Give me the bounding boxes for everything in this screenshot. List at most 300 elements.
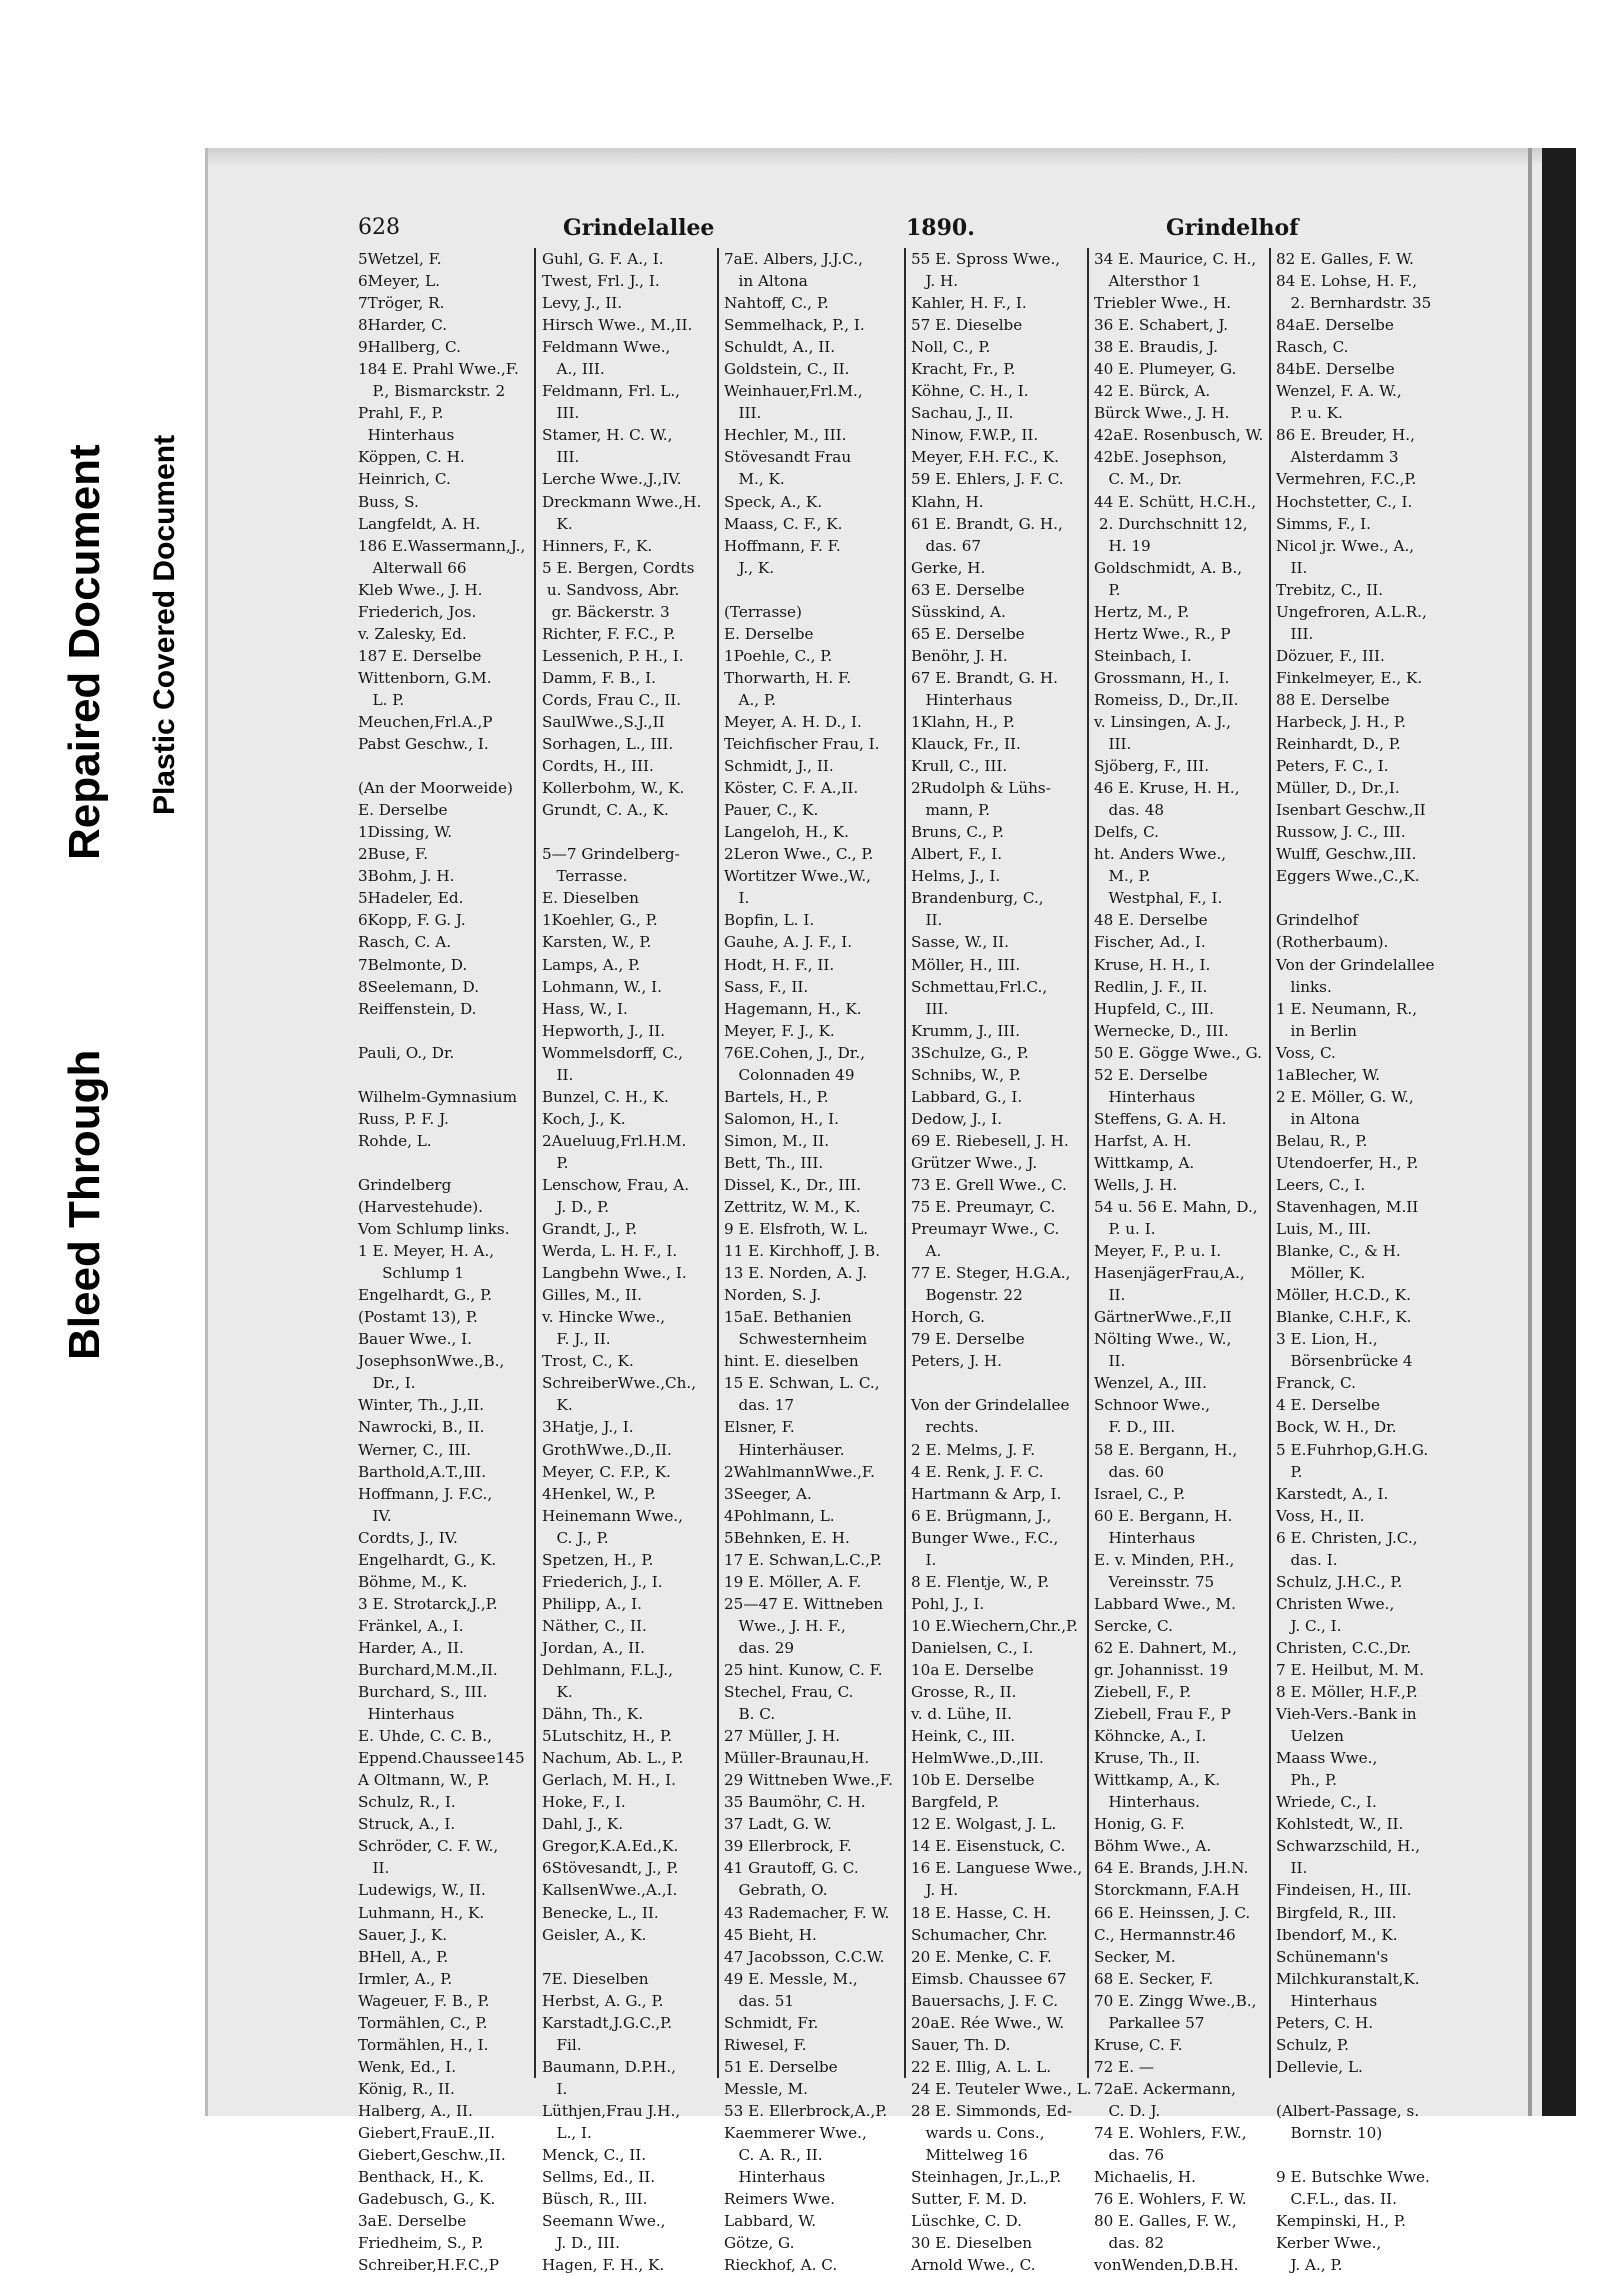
directory-entry: Schumacher, Chr.: [911, 1925, 1048, 1944]
directory-entry: E. Uhde, C. C. B.,: [358, 1727, 492, 1746]
directory-entry: 15aE. Bethanien: [724, 1308, 852, 1327]
directory-entry: Trost, C., K.: [542, 1352, 634, 1371]
directory-entry: Winter, Th., J.,II.: [358, 1396, 485, 1415]
directory-entry: Süsskind, A.: [911, 602, 1006, 621]
directory-entry: Hagen, F. H., K.: [542, 2256, 665, 2275]
directory-entry: M., P.: [1094, 867, 1151, 886]
directory-entry: Hinterhaus.: [1094, 1793, 1200, 1812]
directory-entry: Brandenburg, C.,: [911, 889, 1044, 908]
directory-entry: Köhncke, A., I.: [1094, 1727, 1207, 1746]
directory-entry: gr. Bäckerstr. 3: [542, 602, 670, 621]
directory-entry: Werda, L. H. F., I.: [542, 1242, 678, 1261]
directory-entry: E. v. Minden, P.H.,: [1094, 1550, 1235, 1569]
directory-entry: Langbehn Wwe., I.: [542, 1264, 687, 1283]
directory-entry: Norden, S. J.: [724, 1286, 822, 1305]
directory-entry: P.: [1276, 1462, 1303, 1481]
directory-entry: Lamps, A., P.: [542, 955, 641, 974]
directory-entry: 72 E. —: [1094, 2057, 1155, 2076]
directory-entry: Hinterhaus: [1276, 1991, 1378, 2010]
directory-entry: 1 E. Neumann, R.,: [1276, 999, 1418, 1018]
directory-entry: 84aE. Derselbe: [1276, 316, 1394, 335]
directory-entry: 1Dissing, W.: [358, 823, 453, 842]
directory-entry: Levy, J., II.: [542, 294, 623, 313]
directory-entry: Richter, F. F.C., P.: [542, 624, 676, 643]
directory-column-3: [724, 248, 899, 2275]
directory-entry: das. I.: [1276, 1550, 1338, 1569]
directory-entry: Dedow, J., I.: [911, 1109, 1003, 1128]
directory-entry: 8Harder, C.: [358, 316, 448, 335]
directory-entry: 73 E. Grell Wwe., C.: [911, 1175, 1067, 1194]
directory-entry: Semmelhack, P., I.: [724, 316, 865, 335]
directory-entry: Näther, C., II.: [542, 1616, 647, 1635]
directory-entry: Hinterhäuser.: [724, 1440, 845, 1459]
directory-entry: II.: [1276, 558, 1308, 577]
directory-entry: (Terrasse): [724, 602, 802, 621]
directory-entry: Grundt, C. A., K.: [542, 801, 669, 820]
directory-entry: Schuldt, A., II.: [724, 338, 836, 357]
directory-entry: Engelhardt, G., K.: [358, 1550, 497, 1569]
directory-entry: Speck, A., K.: [724, 492, 823, 511]
directory-entry: vonWenden,D.B.H.: [1094, 2256, 1239, 2275]
directory-entry: Dissel, K., Dr., III.: [724, 1175, 862, 1194]
directory-entry: 84bE. Derselbe: [1276, 360, 1395, 379]
directory-entry: [724, 579, 899, 601]
directory-entry: Lessenich, P. H., I.: [542, 646, 684, 665]
directory-entry: Altersthor 1: [1094, 272, 1202, 291]
directory-entry: Langfeldt, A. H.: [358, 514, 481, 533]
directory-entry: GärtnerWwe.,F.,II: [1094, 1308, 1232, 1327]
directory-entry: Rieckhof, A. C.: [724, 2256, 838, 2275]
directory-entry: in Berlin: [1276, 1021, 1357, 1040]
directory-entry: Luhmann, H., K.: [358, 1903, 485, 1922]
directory-entry: Isenbart Geschw.,II: [1276, 801, 1426, 820]
header-year: 1890.: [906, 215, 975, 241]
directory-column-5: [1094, 248, 1269, 2275]
directory-entry: Eppend.Chaussee145: [358, 1749, 525, 1768]
directory-entry: rechts.: [911, 1418, 979, 1437]
directory-entry: II.: [1276, 1859, 1308, 1878]
directory-entry: Nölting Wwe., W.,: [1094, 1330, 1232, 1349]
directory-entry: Terrasse.: [542, 867, 628, 886]
directory-entry: Heink, C., III.: [911, 1727, 1016, 1746]
directory-entry: 42bE. Josephson,: [1094, 448, 1227, 467]
directory-entry: Ziebell, Frau F., P: [1094, 1705, 1231, 1724]
directory-entry: links.: [1276, 977, 1332, 996]
directory-entry: 5Lutschitz, H., P.: [542, 1727, 673, 1746]
directory-entry: Sjöberg, F., III.: [1094, 757, 1210, 776]
directory-entry: Götze, G.: [724, 2234, 795, 2253]
directory-entry: Baumann, D.P.H.,: [542, 2057, 677, 2076]
directory-entry: Preumayr Wwe., C.: [911, 1220, 1060, 1239]
directory-entry: Schwarzschild, H.,: [1276, 1837, 1421, 1856]
directory-entry: II.: [1094, 1286, 1126, 1305]
directory-entry: H. 19: [1094, 536, 1151, 555]
directory-entry: 3 E. Lion, H.,: [1276, 1330, 1378, 1349]
directory-entry: Nahtoff, C., P.: [724, 294, 829, 313]
directory-entry: Büsch, R., III.: [542, 2190, 648, 2209]
directory-entry: Engelhardt, G., P.: [358, 1286, 493, 1305]
directory-entry: JosephsonWwe.,B.,: [358, 1352, 505, 1371]
directory-entry: 43 Rademacher, F. W.: [724, 1903, 890, 1922]
directory-entry: 77 E. Steger, H.G.A.,: [911, 1264, 1071, 1283]
directory-entry: Meuchen,Frl.A.,P: [358, 712, 493, 731]
directory-entry: Spetzen, H., P.: [542, 1550, 654, 1569]
directory-entry: II.: [542, 1065, 574, 1084]
directory-entry: Meyer, F. J., K.: [724, 1021, 835, 1040]
directory-entry: HasenjägerFrau,A.,: [1094, 1264, 1245, 1283]
directory-entry: III.: [1094, 735, 1132, 754]
directory-entry: Buss, S.: [358, 492, 419, 511]
directory-entry: Trebitz, C., II.: [1276, 580, 1384, 599]
directory-entry: 8 E. Flentje, W., P.: [911, 1572, 1050, 1591]
directory-entry: Sachau, J., II.: [911, 404, 1014, 423]
directory-entry: ht. Anders Wwe.,: [1094, 845, 1227, 864]
directory-entry: 84 E. Lohse, H. F.,: [1276, 272, 1418, 291]
directory-entry: Wulff, Geschw.,III.: [1276, 845, 1417, 864]
directory-entry: Labbard, W.: [724, 2212, 817, 2231]
side-label-bleed-through: Bleed Through: [60, 1049, 109, 1360]
directory-entry: Möller, H.C.D., K.: [1276, 1286, 1411, 1305]
directory-entry: Giebert,FrauE.,II.: [358, 2123, 496, 2142]
directory-entry: 7Tröger, R.: [358, 294, 445, 313]
directory-entry: Schnoor Wwe.,: [1094, 1396, 1211, 1415]
directory-entry: 4 E. Derselbe: [1276, 1396, 1381, 1415]
side-label-repaired-document: Repaired Document: [60, 444, 109, 860]
directory-entry: 64 E. Brands, J.H.N.: [1094, 1859, 1249, 1878]
directory-entry: Reiffenstein, D.: [358, 999, 477, 1018]
directory-entry: Köster, C. F. A.,II.: [724, 779, 859, 798]
directory-entry: C. A. R., II.: [724, 2146, 823, 2165]
directory-entry: E. Derselbe: [358, 801, 448, 820]
directory-entry: III.: [1276, 624, 1314, 643]
directory-entry: 5—7 Grindelberg-: [542, 845, 680, 864]
directory-entry: 60 E. Bergann, H.: [1094, 1506, 1233, 1525]
column-rule: [1087, 248, 1089, 2078]
directory-entry: 14 E. Eisenstuck, C.: [911, 1837, 1066, 1856]
directory-column-1: [358, 248, 528, 2275]
directory-entry: 42aE. Rosenbusch, W.: [1094, 426, 1264, 445]
directory-entry: Wernecke, D., III.: [1094, 1021, 1229, 1040]
directory-entry: Ziebell, F., P.: [1094, 1683, 1192, 1702]
directory-entry: 75 E. Preumayr, C.: [911, 1198, 1056, 1217]
directory-entry: Bett, Th., III.: [724, 1153, 824, 1172]
directory-entry: Stövesandt Frau: [724, 448, 852, 467]
directory-entry: Hoffmann, J. F.C.,: [358, 1484, 493, 1503]
directory-entry: II.: [1094, 1352, 1126, 1371]
directory-entry: Bock, W. H., Dr.: [1276, 1418, 1397, 1437]
directory-entry: Luis, M., III.: [1276, 1220, 1372, 1239]
directory-entry: Hoffmann, F. F.: [724, 536, 841, 555]
directory-entry: 9Hallberg, C.: [358, 338, 461, 357]
directory-entry: Grandt, J., P.: [542, 1220, 638, 1239]
directory-entry: 53 E. Ellerbrock,A.,P.: [724, 2101, 888, 2120]
directory-entry: 79 E. Derselbe: [911, 1330, 1025, 1349]
directory-entry: Twest, Frl. J., I.: [542, 272, 660, 291]
directory-entry: Labbard, G., I.: [911, 1087, 1023, 1106]
directory-entry: Guhl, G. F. A., I.: [542, 250, 664, 268]
directory-entry: 52 E. Derselbe: [1094, 1065, 1208, 1084]
directory-entry: 7aE. Albers, J.J.C.,: [724, 250, 863, 268]
directory-entry: P., Bismarckstr. 2: [358, 382, 506, 401]
directory-entry: 61 E. Brandt, G. H.,: [911, 514, 1063, 533]
directory-entry: Wortitzer Wwe.,W.,: [724, 867, 871, 886]
directory-entry: Hinners, F., K.: [542, 536, 653, 555]
directory-entry: Hoke, F., I.: [542, 1793, 626, 1812]
directory-entry: Schmidt, Fr.: [724, 2013, 819, 2032]
directory-entry: Hertz, M., P.: [1094, 602, 1190, 621]
directory-entry: A Oltmann, W., P.: [358, 1771, 490, 1790]
directory-entry: Bargfeld, P.: [911, 1793, 1000, 1812]
directory-entry: 76E.Cohen, J., Dr.,: [724, 1043, 866, 1062]
directory-entry: Parkallee 57: [1094, 2013, 1205, 2032]
directory-entry: 5 E. Bergen, Cordts: [542, 558, 695, 577]
directory-entry: Delfs, C.: [1094, 823, 1159, 842]
directory-entry: Müller, D., Dr.,I.: [1276, 779, 1400, 798]
directory-entry: Gauhe, A. J. F., I.: [724, 933, 853, 952]
directory-entry: II.: [358, 1859, 390, 1878]
directory-entry: Mittelweg 16: [911, 2146, 1028, 2165]
directory-entry: 184 E. Prahl Wwe.,F.: [358, 360, 519, 379]
directory-entry: Kruse, C. F.: [1094, 2035, 1183, 2054]
directory-entry: Hertz Wwe., R., P: [1094, 624, 1231, 643]
directory-column-2: [542, 248, 714, 2275]
directory-entry: 4Pohlmann, L.: [724, 1506, 835, 1525]
directory-entry: Kracht, Fr., P.: [911, 360, 1016, 379]
directory-entry: 86 E. Breuder, H.,: [1276, 426, 1415, 445]
running-head: [358, 215, 1523, 245]
directory-entry: Vom Schlump links.: [358, 1220, 510, 1239]
directory-entry: Benthack, H., K.: [358, 2168, 485, 2187]
directory-entry: 13 E. Norden, A. J.: [724, 1264, 868, 1283]
directory-entry: Philipp, A., I.: [542, 1594, 642, 1613]
directory-entry: Bauersachs, J. F. C.: [911, 1991, 1059, 2010]
directory-entry: Ludewigs, W., II.: [358, 1881, 486, 1900]
directory-entry: C. J., P.: [542, 1528, 609, 1547]
directory-entry: Grindelhof: [1276, 911, 1359, 930]
directory-entry: Schulz, R., I.: [358, 1793, 456, 1812]
directory-entry: Vereinsstr. 75: [1094, 1572, 1215, 1591]
directory-entry: Christen Wwe.,: [1276, 1594, 1395, 1613]
directory-entry: Peters, F. C., I.: [1276, 757, 1389, 776]
directory-entry: Steinhagen, Jr.,L.,P.: [911, 2168, 1062, 2187]
directory-entry: v. Zalesky, Ed.: [358, 624, 467, 643]
directory-entry: Hinterhaus: [724, 2168, 826, 2187]
directory-entry: 50 E. Gögge Wwe., G.: [1094, 1043, 1262, 1062]
directory-entry: M., K.: [724, 470, 785, 489]
directory-entry: 12 E. Wolgast, J. L.: [911, 1815, 1057, 1834]
directory-entry: Romeiss, D., Dr.,II.: [1094, 690, 1239, 709]
directory-entry: Wells, J. H.: [1094, 1175, 1178, 1194]
column-rule: [1269, 248, 1271, 2078]
directory-entry: Burchard,M.M.,II.: [358, 1661, 498, 1679]
directory-entry: Dr., I.: [358, 1374, 416, 1393]
directory-entry: Friederich, Jos.: [358, 602, 477, 621]
directory-entry: Goldstein, C., II.: [724, 360, 850, 379]
directory-entry: Elsner, F.: [724, 1418, 795, 1437]
directory-entry: Birgfeld, R., III.: [1276, 1903, 1397, 1922]
directory-entry: 3Schulze, G., P.: [911, 1043, 1029, 1062]
directory-entry: 25—47 E. Wittneben: [724, 1594, 884, 1613]
directory-column-6: [1276, 248, 1456, 2275]
directory-entry: A.: [911, 1242, 942, 1261]
directory-entry: 15 E. Schwan, L. C.,: [724, 1374, 880, 1393]
directory-entry: 8 E. Möller, H.F.,P.: [1276, 1683, 1418, 1702]
directory-entry: 2Buse, F.: [358, 845, 429, 864]
directory-entry: Giebert,Geschw.,II.: [358, 2146, 506, 2165]
directory-entry: Salomon, H., I.: [724, 1109, 839, 1128]
directory-entry: I.: [911, 1550, 937, 1569]
directory-entry: J. D., III.: [542, 2234, 620, 2253]
directory-entry: Irmler, A., P.: [358, 1969, 453, 1988]
directory-entry: I.: [724, 889, 750, 908]
directory-entry: 55 E. Spross Wwe.,: [911, 250, 1061, 268]
directory-entry: Kempinski, H., P.: [1276, 2212, 1406, 2231]
directory-entry: Tormählen, H., I.: [358, 2035, 489, 2054]
directory-entry: 9 E. Elsfroth, W. L.: [724, 1220, 869, 1239]
directory-entry: Lüthjen,Frau J.H.,: [542, 2101, 681, 2120]
directory-entry: Hinterhaus: [911, 690, 1013, 709]
directory-entry: Fränkel, A., I.: [358, 1616, 464, 1635]
directory-entry: Hinterhaus: [1094, 1087, 1196, 1106]
directory-entry: Russ, P. F. J.: [358, 1109, 449, 1128]
directory-entry: Gilles, M., II.: [542, 1286, 643, 1305]
directory-entry: 2 E. Melms, J. F.: [911, 1440, 1036, 1459]
directory-entry: Messle, M.: [724, 2079, 809, 2098]
directory-entry: [1276, 2144, 1456, 2166]
directory-entry: Peters, C. H.: [1276, 2013, 1374, 2032]
directory-entry: Findeisen, H., III.: [1276, 1881, 1412, 1900]
directory-entry: Maass, C. F., K.: [724, 514, 843, 533]
directory-entry: Struck, A., I.: [358, 1815, 456, 1834]
directory-entry: 3aE. Derselbe: [358, 2212, 467, 2231]
directory-entry: Schreiber,H.F.C.,P: [358, 2256, 499, 2275]
directory-entry: Gregor,K.A.Ed.,K.: [542, 1837, 679, 1856]
directory-entry: Schlump 1: [358, 1264, 465, 1283]
directory-entry: [542, 1946, 714, 1968]
directory-entry: 48 E. Derselbe: [1094, 911, 1208, 930]
directory-entry: Thorwarth, H. F.: [724, 668, 852, 687]
directory-entry: Schmettau,Frl.C.,: [911, 977, 1048, 996]
directory-entry: Eimsb. Chaussee 67: [911, 1969, 1067, 1988]
directory-entry: Schmidt, J., II.: [724, 757, 834, 776]
directory-entry: Voss, H., II.: [1276, 1506, 1365, 1525]
directory-entry: Russow, J. C., III.: [1276, 823, 1406, 842]
directory-entry: Köhne, C. H., I.: [911, 382, 1029, 401]
directory-entry: Hepworth, J., II.: [542, 1021, 666, 1040]
directory-entry: 82 E. Galles, F. W.: [1276, 250, 1414, 268]
directory-entry: 57 E. Dieselbe: [911, 316, 1023, 335]
directory-entry: Bruns, C., P.: [911, 823, 1004, 842]
directory-entry: Kerber Wwe.,: [1276, 2234, 1382, 2253]
directory-entry: 28 E. Simmonds, Ed-: [911, 2101, 1072, 2120]
directory-entry: v. Hincke Wwe.,: [542, 1308, 666, 1327]
directory-entry: das. 60: [1094, 1462, 1165, 1481]
directory-entry: Hinterhaus: [1094, 1528, 1196, 1547]
directory-entry: Rasch, C. A.: [358, 933, 452, 952]
directory-entry: Albert, F., I.: [911, 845, 1003, 864]
directory-entry: GrothWwe.,D.,II.: [542, 1440, 672, 1459]
directory-entry: v. d. Lühe, II.: [911, 1705, 1012, 1724]
directory-entry: 80 E. Galles, F. W.,: [1094, 2212, 1237, 2231]
directory-entry: Hodt, H. F., II.: [724, 955, 835, 974]
directory-entry: Damm, F. B., I.: [542, 668, 656, 687]
directory-entry: Maass Wwe.,: [1276, 1749, 1378, 1768]
directory-entry: Gerlach, M. H., I.: [542, 1771, 676, 1790]
directory-entry: Cordts, J., IV.: [358, 1528, 458, 1547]
directory-entry: 7 E. Heilbut, M. M.: [1276, 1661, 1425, 1679]
directory-entry: Wageuer, F. B., P.: [358, 1991, 490, 2010]
directory-entry: Sutter, F. M. D.: [911, 2190, 1028, 2209]
directory-entry: Dähn, Th., K.: [542, 1705, 644, 1724]
directory-entry: Fil.: [542, 2035, 582, 2054]
directory-entry: 37 Ladt, G. W.: [724, 1815, 832, 1834]
directory-entry: 47 Jacobsson, C.C.W.: [724, 1947, 885, 1966]
directory-entry: Bopfin, L. I.: [724, 911, 815, 930]
directory-entry: 35 Baumöhr, C. H.: [724, 1793, 866, 1812]
directory-entry: 17 E. Schwan,L.C.,P.: [724, 1550, 882, 1569]
directory-entry: Wommelsdorff, C.,: [542, 1043, 683, 1062]
directory-entry: wards u. Cons.,: [911, 2123, 1045, 2142]
directory-entry: (Postamt 13), P.: [358, 1308, 478, 1327]
directory-entry: III.: [542, 404, 580, 423]
directory-entry: K.: [542, 1396, 573, 1415]
directory-entry: C.F.L., das. II.: [1276, 2190, 1398, 2209]
directory-entry: Hagemann, H., K.: [724, 999, 862, 1018]
directory-entry: Bornstr. 10): [1276, 2123, 1383, 2142]
directory-entry: 8Seelemann, D.: [358, 977, 480, 996]
directory-entry: König, R., II.: [358, 2079, 455, 2098]
directory-entry: Lenschow, Frau, A.: [542, 1175, 690, 1194]
directory-entry: [911, 1372, 1081, 1394]
directory-entry: Kleb Wwe., J. H.: [358, 580, 483, 599]
directory-entry: K.: [542, 1683, 573, 1702]
directory-entry: Feldmann Wwe.,: [542, 338, 671, 357]
directory-entry: 5Behnken, E. H.: [724, 1528, 850, 1547]
side-label-plastic-covered: Plastic Covered Document: [148, 434, 181, 815]
directory-entry: 2Aueluug,Frl.H.M.: [542, 1131, 687, 1150]
directory-entry: 65 E. Derselbe: [911, 624, 1025, 643]
directory-entry: Hass, W., I.: [542, 999, 628, 1018]
directory-entry: Barthold,A.T.,III.: [358, 1462, 487, 1481]
directory-entry: 18 E. Hasse, C. H.: [911, 1903, 1052, 1922]
directory-entry: Meyer, C. F.P., K.: [542, 1462, 671, 1481]
directory-entry: 5 E.Fuhrhop,G.H.G.: [1276, 1440, 1429, 1459]
directory-entry: Hupfeld, C., III.: [1094, 999, 1214, 1018]
directory-entry: Friedheim, S., P.: [358, 2234, 484, 2253]
directory-entry: Hinterhaus: [358, 426, 455, 445]
directory-entry: (Harvestehude).: [358, 1198, 483, 1217]
directory-entry: Harfst, A. H.: [1094, 1131, 1192, 1150]
directory-entry: 2 E. Möller, G. W.,: [1276, 1087, 1414, 1106]
directory-entry: Blanke, C.H.F., K.: [1276, 1308, 1412, 1327]
directory-entry: Wenzel, F. A. W.,: [1276, 382, 1402, 401]
directory-entry: 2WahlmannWwe.,F.: [724, 1462, 875, 1481]
directory-entry: P.: [1094, 580, 1121, 599]
directory-entry: 9 E. Butschke Wwe.: [1276, 2168, 1430, 2187]
directory-entry: Sauer, Th. D.: [911, 2035, 1011, 2054]
directory-entry: Weinhauer,Frl.M.,: [724, 382, 863, 401]
directory-entry: 4Henkel, W., P.: [542, 1484, 656, 1503]
directory-entry: 1Koehler, G., P.: [542, 911, 658, 930]
directory-entry: Grosse, R., II.: [911, 1683, 1017, 1702]
directory-entry: 40 E. Plumeyer, G.: [1094, 360, 1237, 379]
directory-entry: Bauer Wwe., I.: [358, 1330, 472, 1349]
directory-entry: Pauer, C., K.: [724, 801, 819, 820]
directory-entry: Müller-Braunau,H.: [724, 1749, 870, 1768]
directory-entry: Pauli, O., Dr.: [358, 1043, 455, 1062]
directory-entry: F. D., III.: [1094, 1418, 1176, 1437]
directory-entry: [358, 1152, 528, 1174]
